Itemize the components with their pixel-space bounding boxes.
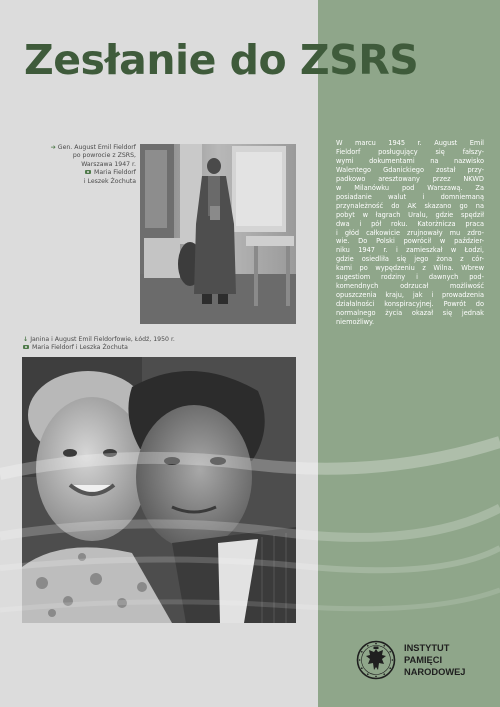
caption-top-credit-1: Maria Fieldorf bbox=[44, 169, 136, 177]
caption-bottom-line: ↓ Janina i August Emil Fieldorfowie, Łódź, 1950 r. bbox=[23, 336, 175, 343]
body-line: Walentego Gdanickiego został przy- bbox=[336, 165, 484, 174]
body-line: niemożliwy. bbox=[336, 318, 375, 327]
arrow-down-icon: ↓ bbox=[23, 336, 29, 343]
camera-icon bbox=[23, 345, 29, 350]
body-line: posiadanie walut i domniemaną bbox=[336, 192, 484, 201]
body-text bbox=[336, 139, 484, 327]
body-line: wie. Do Polski powrócił w paździer- bbox=[336, 237, 484, 246]
body-line: przynależność do AK skazano go na bbox=[336, 201, 484, 210]
eagle-seal-icon bbox=[356, 640, 396, 680]
body-line: w Milanówku pod Warszawą. Za bbox=[336, 183, 484, 192]
caption-top-line-2: po powrocie z ZSRS, bbox=[72, 152, 136, 160]
logo-text bbox=[404, 642, 465, 678]
body-line: gdzie osiedliła się jego żona z cór- bbox=[336, 255, 484, 264]
caption-bottom-credit: Maria Fieldorf i Leszka Żochuta bbox=[23, 344, 263, 352]
caption-top-line-1: ➔ Gen. August Emil Fieldorf bbox=[50, 144, 136, 151]
photo-couple-image bbox=[22, 357, 296, 623]
body-line: komendnych odrzucał możliwość bbox=[336, 282, 484, 291]
photo-fieldorf-warsaw-image bbox=[140, 144, 296, 324]
body-line: Fieldorf posługujący się fałszy- bbox=[336, 147, 484, 156]
page-title: Zesłanie do ZSRS bbox=[24, 36, 419, 84]
caption-top bbox=[44, 144, 136, 186]
logo-line-2: PAMIĘCI bbox=[404, 655, 443, 665]
photo-janina-and-august-fieldorf bbox=[22, 357, 296, 623]
logo-line-3: NARODOWEJ bbox=[404, 667, 466, 677]
body-line: sugestiom rodziny i dawnych pod- bbox=[336, 273, 484, 282]
ipn-logo bbox=[356, 640, 486, 684]
body-line: wymi dokumentami na nazwisko bbox=[336, 156, 484, 165]
body-line: dwa i pół roku. Katorżnicza praca bbox=[336, 219, 484, 228]
body-line: i głód całkowicie zrujnowały mu zdro- bbox=[336, 228, 484, 237]
body-line: padkowo aresztowany przez NKWD bbox=[336, 174, 484, 183]
body-line: działalności konspiracyjnej. Powrót do bbox=[336, 300, 484, 309]
body-line: opuszczenia kraju, jak i prowadzenia bbox=[336, 291, 484, 300]
caption-bottom bbox=[23, 336, 263, 353]
photo-fieldorf-warsaw bbox=[140, 144, 296, 324]
arrow-right-icon: ➔ bbox=[50, 144, 56, 151]
body-line: W marcu 1945 r. August Emil bbox=[336, 139, 484, 147]
body-line: niku 1947 r. i zamieszkał w Łodzi, bbox=[336, 246, 484, 255]
body-line: normalnego życia okazał się jednak bbox=[336, 309, 484, 318]
body-line: kami po wypędzeniu z Wilna. Wbrew bbox=[336, 264, 484, 273]
body-line: pobyt w łagrach Uralu, gdzie spędził bbox=[336, 210, 484, 219]
caption-top-credit-2: i Leszek Żochuta bbox=[83, 177, 136, 185]
text-panel bbox=[318, 0, 500, 707]
logo-line-1: INSTYTUT bbox=[404, 643, 450, 653]
camera-icon bbox=[85, 170, 91, 175]
caption-top-line-3: Warszawa 1947 r. bbox=[81, 160, 136, 168]
